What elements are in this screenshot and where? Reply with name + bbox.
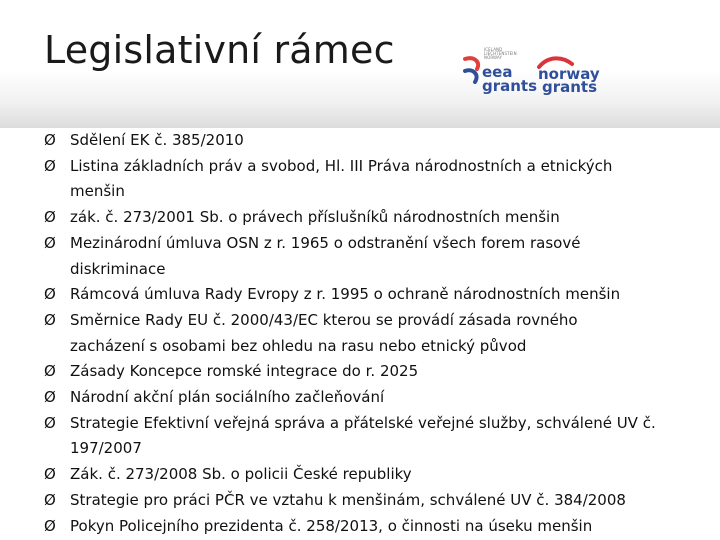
list-item	[44, 154, 708, 205]
arrow-bullet-icon: Ø	[44, 362, 56, 381]
norway-logo-grants: grants	[542, 78, 598, 96]
list-item	[44, 411, 708, 462]
arrow-bullet-icon: Ø	[44, 310, 56, 329]
list-item	[44, 282, 708, 308]
list-item-text: Pokyn Policejního prezidenta č. 258/2013, o činnosti na úseku menšin	[70, 516, 593, 535]
list-item-text: Strategie pro práci PČR ve vztahu k menšinám, schválené UV č. 384/2008	[70, 490, 626, 509]
list-item	[44, 514, 708, 540]
arrow-bullet-icon: Ø	[44, 413, 56, 432]
eea-logo-word: eea	[482, 63, 513, 81]
arrow-bullet-icon: Ø	[44, 131, 56, 149]
norway-logo-word: norway	[538, 65, 600, 83]
list-item-text: Strategie Efektivní veřejná správa a přátelské veřejné služby, schválené UV č.	[70, 413, 656, 432]
eea-logo-grants: grants	[482, 77, 538, 95]
list-item-text: diskriminace	[70, 259, 166, 278]
slide-header	[0, 0, 720, 128]
list-item	[44, 231, 708, 282]
list-item	[44, 205, 708, 231]
list-item-text: Sdělení EK č. 385/2010	[70, 131, 244, 149]
slide-title: Legislativní rámec	[44, 28, 395, 72]
arrow-bullet-icon: Ø	[44, 285, 56, 304]
list-item-text: Rámcová úmluva Rady Evropy z r. 1995 o ochraně národnostních menšin	[70, 285, 621, 304]
list-item	[44, 359, 708, 385]
list-item-text: zák. č. 273/2001 Sb. o právech příslušníků národnostních menšin	[70, 208, 560, 227]
legislation-list	[44, 128, 708, 539]
list-item-text: Směrnice Rady EU č. 2000/43/EC kterou se provádí zásada rovného	[70, 310, 578, 329]
list-item-text: Listina základních práv a svobod, Hl. III Práva národnostních a etnických	[70, 156, 613, 175]
list-item-text: Národní akční plán sociálního začleňování	[70, 388, 385, 407]
list-item	[44, 462, 708, 488]
list-item-text: 197/2007	[70, 439, 142, 458]
list-item-text: Mezinárodní úmluva OSN z r. 1965 o odstranění všech forem rasové	[70, 233, 581, 252]
norway-grants-logo	[532, 46, 600, 98]
arrow-bullet-icon: Ø	[44, 516, 56, 535]
list-item	[44, 128, 708, 154]
eea-logo-small-text: ICELAND LIECHTENSTEIN NORWAY	[484, 47, 517, 60]
eea-grants-logo	[462, 46, 538, 98]
arrow-bullet-icon: Ø	[44, 388, 56, 407]
arrow-bullet-icon: Ø	[44, 208, 56, 227]
list-item-text: Zásady Koncepce romské integrace do r. 2025	[70, 362, 419, 381]
list-item-text: Zák. č. 273/2008 Sb. o policii České republiky	[70, 465, 412, 484]
list-item-text: menšin	[70, 182, 125, 201]
eea-flag-icon	[462, 56, 484, 86]
list-item	[44, 308, 708, 359]
list-item-text: zacházení s osobami bez ohledu na rasu nebo etnický původ	[70, 336, 527, 355]
arrow-bullet-icon: Ø	[44, 233, 56, 252]
list-item	[44, 488, 708, 514]
arrow-bullet-icon: Ø	[44, 490, 56, 509]
arrow-bullet-icon: Ø	[44, 465, 56, 484]
list-item	[44, 385, 708, 411]
arrow-bullet-icon: Ø	[44, 156, 56, 175]
